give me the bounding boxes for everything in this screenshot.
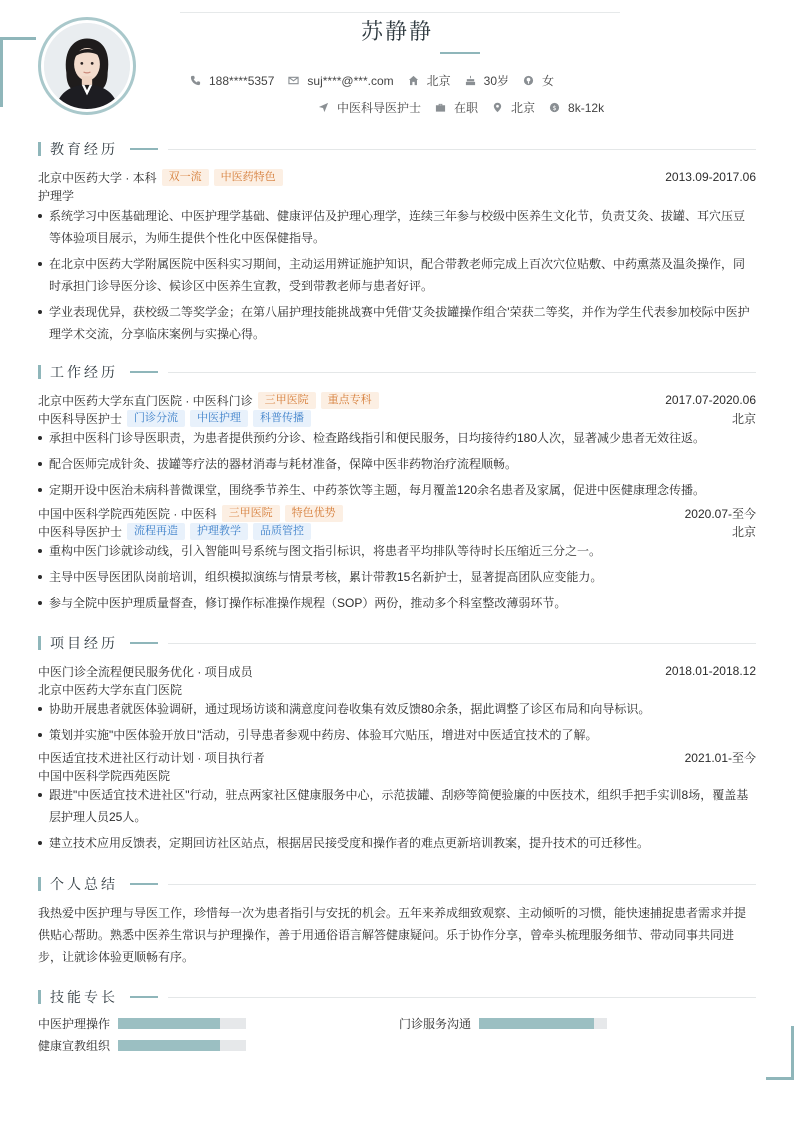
section-bar	[38, 877, 41, 891]
intent-job-item	[318, 99, 421, 116]
summary-text: 我热爱中医护理与导医工作，珍惜每一次为患者指引与安抚的机会。五年来养成细致观察、主动倾听的习惯，能快速捕捉患者需求并提供贴心帮助。熟悉中医养生常识与护理操作，善于用通俗语言解答健康疑问。乐于协作分享，曾牵头梳理服务细节、带动同事共同进步，让就诊体验更顺畅有序。	[38, 906, 747, 964]
skill-bar-fill	[118, 1040, 220, 1051]
org-name: 北京中医药大学东直门医院 · 中医科门诊	[38, 393, 253, 408]
gender-icon	[523, 75, 535, 87]
phone-text: 188****5357	[209, 73, 275, 88]
skill-item	[38, 1037, 399, 1053]
intent-job-text: 中医科导医护士	[337, 101, 422, 115]
skill-name: 健康宣教组织	[38, 1038, 111, 1053]
job-intent-row	[0, 99, 794, 116]
top-divider	[180, 12, 620, 13]
age-item	[465, 72, 509, 89]
school-name: 北京中医药大学 · 本科	[38, 170, 157, 185]
list-item: 跟进"中医适宜技术进社区"行动，驻点两家社区健康服务中心，示范拔罐、刮痧等简便验廉的中医技术，组织手把手实训8场，覆盖基层护理人员25人。	[38, 784, 756, 828]
work-period: 2020.07-至今	[684, 506, 756, 521]
section-dash	[130, 642, 158, 644]
section-title: 项目经历	[50, 636, 118, 652]
role-tag: 品质管控	[253, 523, 311, 540]
school-tag: 中医药特色	[214, 169, 283, 186]
skills-section	[38, 987, 756, 1053]
section-bar	[38, 990, 41, 1004]
send-icon	[318, 102, 330, 114]
work-period: 2017.07-2020.06	[665, 393, 756, 407]
role-tag: 门诊分流	[127, 410, 185, 427]
section-header	[38, 874, 756, 894]
section-bar	[38, 365, 41, 379]
project-org-row	[38, 766, 756, 784]
section-bar	[38, 142, 41, 156]
home-icon	[408, 75, 420, 87]
phone-icon	[190, 75, 202, 87]
candidate-name: 苏静静	[360, 20, 433, 45]
section-bar	[38, 636, 41, 650]
section-title: 工作经历	[50, 365, 118, 381]
section-title: 技能专长	[50, 990, 118, 1006]
work-section	[38, 362, 756, 614]
money-icon	[549, 102, 561, 114]
project-entry	[38, 748, 756, 854]
org-tag: 特色优势	[285, 505, 343, 522]
major-text: 护理学	[38, 188, 75, 203]
mail-icon	[288, 75, 300, 87]
skill-bar-track	[118, 1040, 246, 1051]
corner-decoration-bottom-right	[766, 1026, 794, 1080]
project-bullets	[38, 698, 756, 746]
org-tag: 重点专科	[321, 392, 379, 409]
list-item: 重构中医门诊就诊动线，引入智能叫号系统与图文指引标识，将患者平均排队等待时长压缩近三分之一。	[38, 540, 756, 562]
briefcase-icon	[435, 102, 447, 114]
skill-bar-fill	[118, 1018, 220, 1029]
work-entry	[38, 391, 756, 501]
list-item: 主导中医导医团队岗前培训，组织模拟演练与情景考核，累计带教15名新护士，显著提高团队应变能力。	[38, 566, 756, 588]
work-bullets	[38, 540, 756, 614]
work-role-row	[38, 409, 756, 427]
education-header	[38, 168, 756, 186]
education-section	[38, 139, 756, 345]
skill-name: 中医护理操作	[38, 1016, 111, 1031]
section-line	[168, 149, 756, 150]
salary-item	[549, 101, 604, 115]
project-period: 2018.01-2018.12	[665, 664, 756, 678]
section-title: 个人总结	[50, 877, 118, 893]
role-name: 中医科导医护士	[38, 411, 123, 426]
contact-row	[0, 72, 794, 89]
project-header	[38, 662, 756, 680]
work-role-row	[38, 522, 756, 540]
age-text: 30岁	[483, 74, 509, 88]
project-org: 北京中医药大学东直门医院	[38, 682, 183, 697]
project-header	[38, 748, 756, 766]
org-tag: 三甲医院	[258, 392, 316, 409]
org-tag: 三甲医院	[222, 505, 280, 522]
intent-city-item	[492, 99, 535, 116]
project-bullets	[38, 784, 756, 854]
role-tag: 科普传播	[253, 410, 311, 427]
intent-city-text: 北京	[511, 101, 536, 115]
skill-bar-track	[118, 1018, 246, 1029]
location-pin-icon	[492, 102, 504, 114]
section-dash	[130, 996, 158, 998]
education-major-row	[38, 186, 756, 204]
list-item: 在北京中医药大学附属医院中医科实习期间，主动运用辨证施护知识，配合带教老师完成上百次穴位贴敷、中药熏蒸及温灸操作，同时承担门诊导医分诊、候诊区中医养生宣教，受到带教老师与患者好评。	[38, 253, 756, 297]
skills-grid	[38, 1015, 756, 1053]
role-tag: 护理教学	[190, 523, 248, 540]
summary-section	[38, 874, 756, 968]
city-item	[408, 72, 451, 89]
org-name: 中国中医科学院西苑医院 · 中医科	[38, 506, 217, 521]
project-period: 2021.01-至今	[684, 750, 756, 765]
skill-name: 门诊服务沟通	[399, 1016, 472, 1031]
list-item: 定期开设中医治未病科普微课堂，围绕季节养生、中药茶饮等主题，每月覆盖120余名患者及家属，促进中医健康理念传播。	[38, 479, 756, 501]
section-line	[168, 372, 756, 373]
list-item: 系统学习中医基础理论、中医护理学基础、健康评估及护理心理学，连续三年参与校级中医养生文化节，负责艾灸、拔罐、耳穴压豆等体验项目展示，为师生提供个性化中医保健指导。	[38, 205, 756, 249]
work-location: 北京	[731, 411, 756, 426]
project-title: 中医门诊全流程便民服务优化 · 项目成员	[38, 664, 253, 679]
section-header	[38, 987, 756, 1007]
project-entry	[38, 662, 756, 746]
email-item	[288, 74, 393, 88]
list-item: 策划并实施"中医体验开放日"活动，引导患者参观中药房、体验耳穴贴压，增进对中医适宜技术的了解。	[38, 724, 756, 746]
section-dash	[130, 148, 158, 150]
section-header	[38, 362, 756, 382]
education-period: 2013.09-2017.06	[665, 170, 756, 184]
work-header	[38, 391, 756, 409]
status-item	[435, 99, 478, 116]
projects-section	[38, 633, 756, 854]
section-header	[38, 139, 756, 159]
cake-icon	[465, 75, 477, 87]
list-item: 参与全院中医护理质量督查，修订操作标准操作规程（SOP）两份，推动多个科室整改薄弱环节。	[38, 592, 756, 614]
section-header	[38, 633, 756, 653]
email-text: suj****@***.com	[307, 73, 394, 88]
project-org-row	[38, 680, 756, 698]
section-title: 教育经历	[50, 142, 118, 158]
education-bullets	[38, 205, 756, 345]
work-entry	[38, 504, 756, 614]
skill-item	[38, 1015, 399, 1031]
school-tag: 双一流	[162, 169, 209, 186]
svg-text:$: $	[552, 103, 557, 112]
list-item: 承担中医科门诊导医职责，为患者提供预约分诊、检查路线指引和便民服务，日均接待约180人次，显著减少患者无效往返。	[38, 427, 756, 449]
section-line	[168, 643, 756, 644]
skill-item	[399, 1015, 756, 1031]
status-text: 在职	[454, 101, 479, 115]
section-dash	[130, 883, 158, 885]
list-item: 建立技术应用反馈表，定期回访社区站点，根据居民接受度和操作者的难点更新培训教案，提升技术的可迁移性。	[38, 832, 756, 854]
list-item: 协助开展患者就医体验调研，通过现场访谈和满意度问卷收集有效反馈80余条，据此调整了诊区布局和向导标识。	[38, 698, 756, 720]
gender-text: 女	[542, 74, 555, 88]
list-item: 学业表现优异，获校级二等奖学金；在第八届护理技能挑战赛中凭借'艾灸拔罐操作组合'荣获二等奖，并作为学生代表参加校际中医护理学术交流，分享临床案例与实操心得。	[38, 301, 756, 345]
role-name: 中医科导医护士	[38, 524, 123, 539]
gender-item	[523, 72, 554, 89]
role-tag: 流程再造	[127, 523, 185, 540]
skill-bar-track	[479, 1018, 607, 1029]
work-bullets	[38, 427, 756, 501]
section-line	[168, 884, 756, 885]
phone-item	[190, 74, 274, 88]
project-org: 中国中医科学院西苑医院	[38, 768, 171, 783]
section-dash	[130, 371, 158, 373]
work-location: 北京	[731, 524, 756, 539]
project-title: 中医适宜技术进社区行动计划 · 项目执行者	[38, 750, 265, 765]
list-item: 配合医师完成针灸、拔罐等疗法的器材消毒与耗材准备，保障中医非药物治疗流程顺畅。	[38, 453, 756, 475]
section-line	[168, 997, 756, 998]
city-text: 北京	[426, 74, 451, 88]
salary-text: 8k-12k	[568, 100, 605, 115]
name-underline	[440, 52, 480, 54]
role-tag: 中医护理	[190, 410, 248, 427]
skill-bar-fill	[479, 1018, 594, 1029]
work-header	[38, 504, 756, 522]
